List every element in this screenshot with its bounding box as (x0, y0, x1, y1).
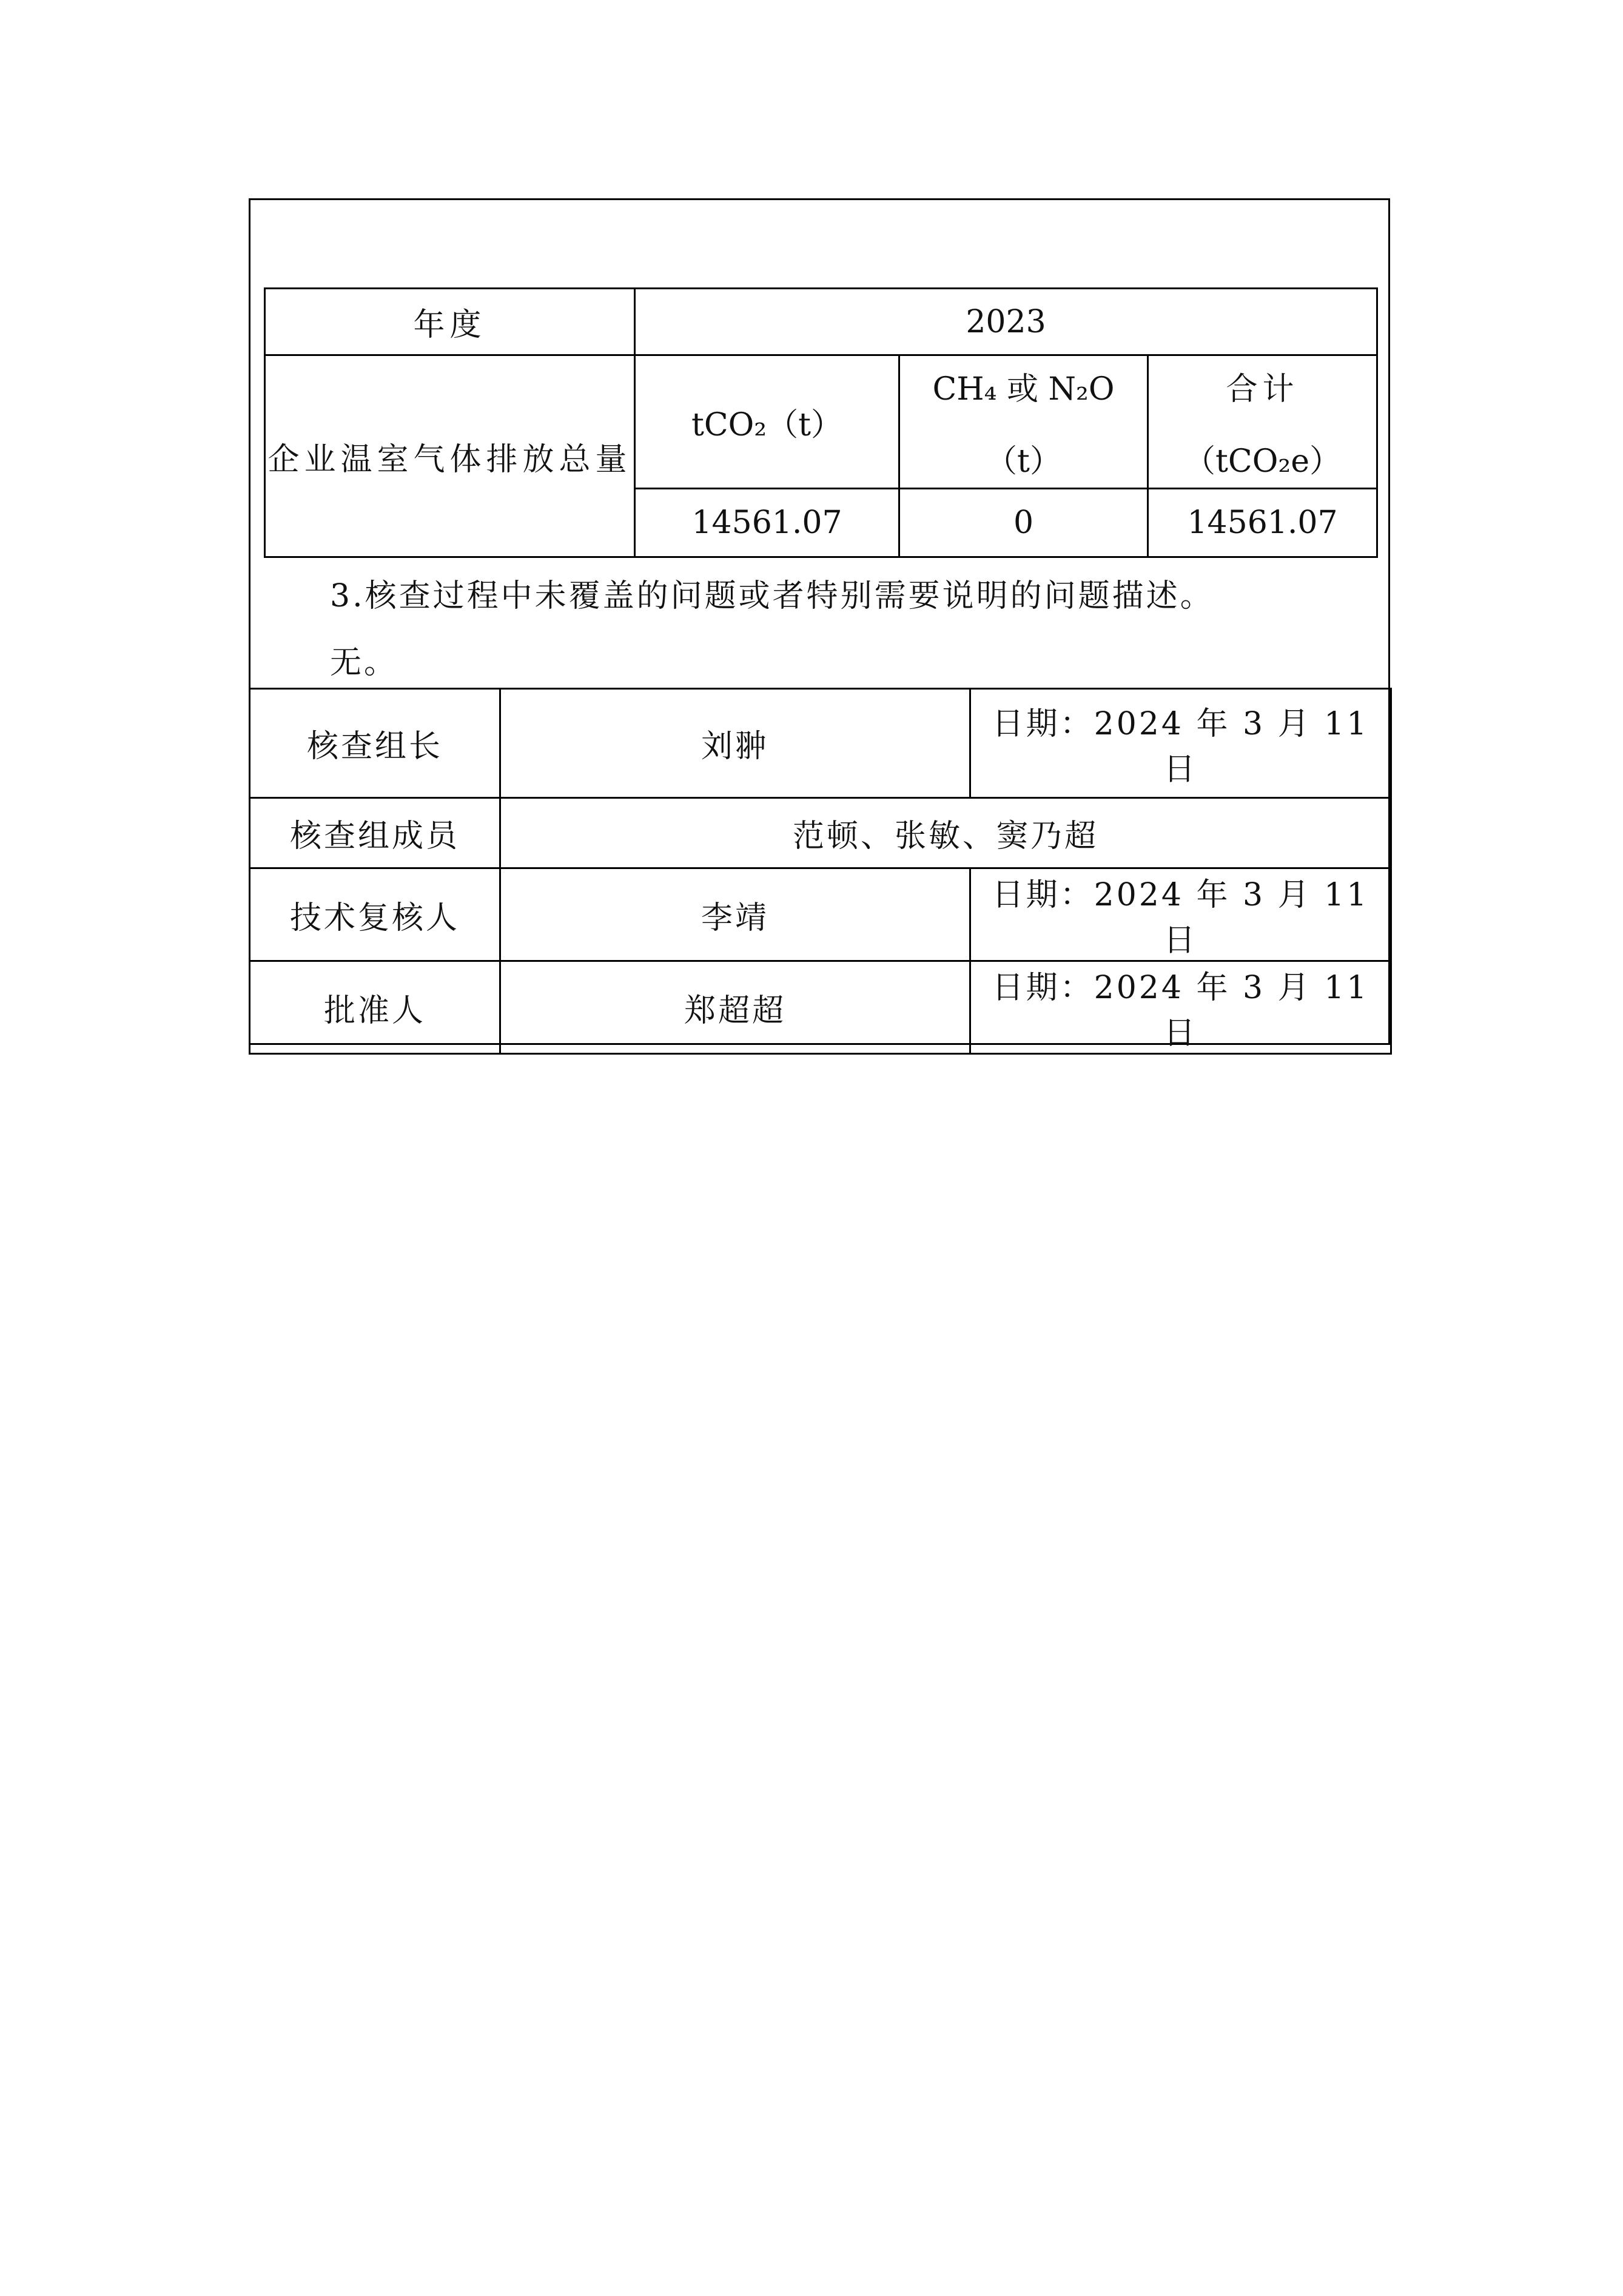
col-total-line1: 合计 (1226, 371, 1299, 408)
col-ch4-line1: CH₄ 或 N₂O (932, 371, 1115, 408)
leader-row (250, 689, 1391, 798)
signature-table (249, 688, 1392, 1055)
reviewer-row (250, 868, 1391, 961)
year-row (265, 289, 1377, 355)
reviewer-date: 日期：2024 年 3 月 11 日 (970, 868, 1391, 961)
total-emissions-label: 企业温室气体排放总量 (265, 355, 635, 557)
emissions-table (264, 287, 1378, 558)
approver-row (250, 961, 1391, 1054)
col-co2-header: tCO₂（t） (635, 355, 899, 489)
col-total-line2: （tCO₂e） (1184, 443, 1341, 480)
col-ch4-line2: （t） (986, 443, 1061, 480)
val-co2: 14561.07 (635, 489, 899, 557)
note-item-3: 3.核查过程中未覆盖的问题或者特别需要说明的问题描述。 (330, 578, 1214, 614)
leader-name: 刘翀 (500, 689, 970, 798)
col-total-header (1148, 355, 1377, 489)
approver-label: 批准人 (250, 961, 500, 1054)
col-ch4-header (899, 355, 1148, 489)
reviewer-label: 技术复核人 (250, 868, 500, 961)
members-names: 范顿、张敏、窦乃超 (500, 798, 1391, 868)
approver-date: 日期：2024 年 3 月 11 日 (970, 961, 1391, 1054)
year-value: 2023 (635, 289, 1377, 355)
header-row (265, 355, 1377, 489)
note-item-3-answer: 无。 (330, 645, 398, 681)
reviewer-name: 李靖 (500, 868, 970, 961)
leader-label: 核查组长 (250, 689, 500, 798)
leader-date: 日期：2024 年 3 月 11 日 (970, 689, 1391, 798)
year-label: 年度 (265, 289, 635, 355)
approver-name: 郑超超 (500, 961, 970, 1054)
val-ch4: 0 (899, 489, 1148, 557)
members-label: 核查组成员 (250, 798, 500, 868)
members-row (250, 798, 1391, 868)
val-total: 14561.07 (1148, 489, 1377, 557)
